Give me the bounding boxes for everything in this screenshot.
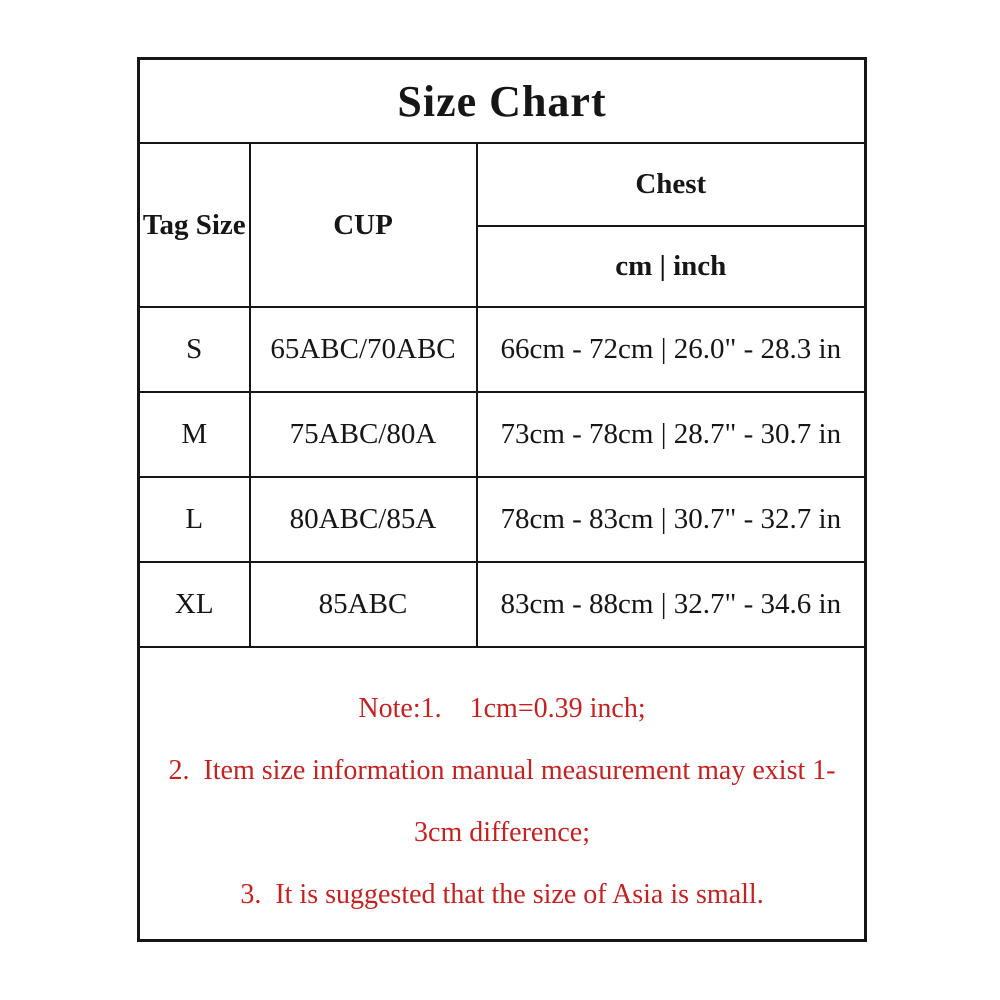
header-chest-units: cm | inch bbox=[477, 226, 866, 307]
chart-title: Size Chart bbox=[139, 59, 866, 144]
tag-size-cell: M bbox=[139, 392, 250, 477]
header-cup: CUP bbox=[250, 143, 477, 307]
tag-size-cell: XL bbox=[139, 562, 250, 647]
cup-cell: 75ABC/80A bbox=[250, 392, 477, 477]
header-row bbox=[139, 143, 866, 226]
note-line: 3. It is suggested that the size of Asia is small. bbox=[240, 878, 764, 910]
note-line: Note:1. 1cm=0.39 inch; bbox=[358, 692, 646, 724]
notes-row bbox=[139, 647, 866, 941]
cup-cell: 80ABC/85A bbox=[250, 477, 477, 562]
table-row-s bbox=[139, 307, 866, 392]
size-chart-table bbox=[137, 57, 867, 942]
table-row-l bbox=[139, 477, 866, 562]
header-tag-size: Tag Size bbox=[139, 143, 250, 307]
title-row bbox=[139, 59, 866, 144]
cup-cell: 85ABC bbox=[250, 562, 477, 647]
cup-cell: 65ABC/70ABC bbox=[250, 307, 477, 392]
chest-cell: 78cm - 83cm | 30.7" - 32.7 in bbox=[477, 477, 866, 562]
notes-section bbox=[139, 647, 866, 941]
chest-cell: 66cm - 72cm | 26.0" - 28.3 in bbox=[477, 307, 866, 392]
chest-cell: 83cm - 88cm | 32.7" - 34.6 in bbox=[477, 562, 866, 647]
tag-size-cell: S bbox=[139, 307, 250, 392]
header-chest: Chest bbox=[477, 143, 866, 226]
note-line: 2. Item size information manual measurement may exist 1-3cm difference; bbox=[168, 754, 836, 848]
tag-size-cell: L bbox=[139, 477, 250, 562]
table-row-xl bbox=[139, 562, 866, 647]
table-row-m bbox=[139, 392, 866, 477]
chest-cell: 73cm - 78cm | 28.7" - 30.7 in bbox=[477, 392, 866, 477]
